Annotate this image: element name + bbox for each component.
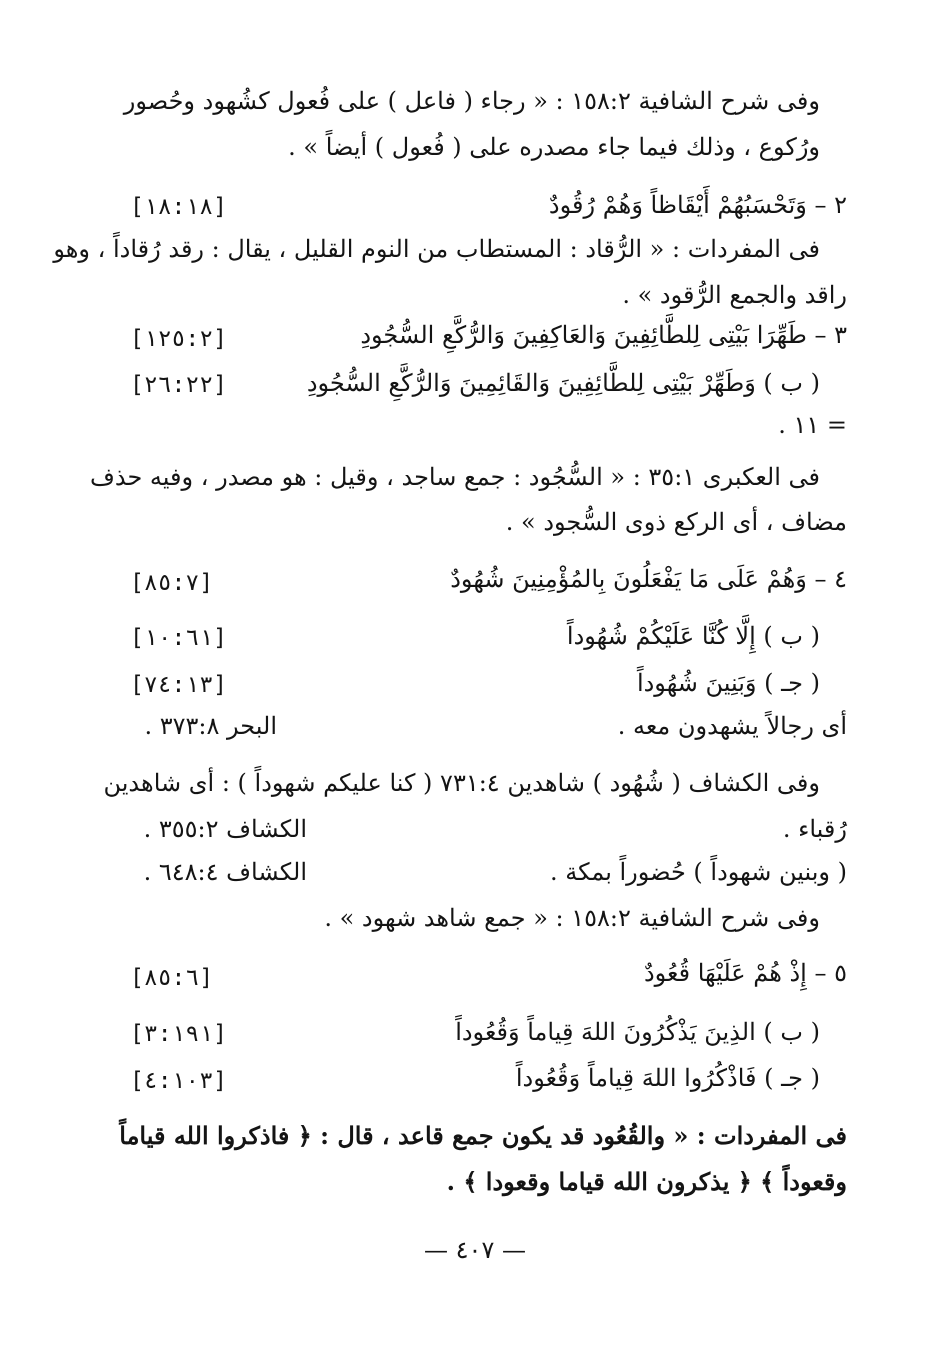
verse-reference: [٨٥:٧]	[130, 570, 214, 596]
commentary-line: وقعوداً ﴾ ﴿ يذكرون الله قياما وقعودا ﴾ .	[446, 1167, 847, 1196]
verse-line: ( جـ ) فَاذْكُرُوا اللهَ قِياماً وَقُعُوداً	[515, 1064, 820, 1092]
verse-line: ٢ – وَتَحْسَبُهُمْ أَيْقَاظاً وَهُمْ رُقُودٌ	[548, 191, 847, 219]
verse-reference: [١٢٥:٢]	[130, 326, 227, 352]
verse-reference: [٤:١٠٣]	[130, 1068, 227, 1094]
commentary-line: راقد والجمع الرُّقود » .	[622, 281, 847, 309]
commentary-line: وفى شرح الشافية ١٥٨:٢ : « جمع شاهد شهود » .	[324, 904, 820, 932]
commentary-line: رُقباء .	[782, 815, 847, 843]
source-citation: الكشاف ٣٥٥:٢ .	[143, 815, 307, 843]
commentary-line: فى المفردات : « الرُّقاد : المستطاب من النوم القليل ، يقال : رقد رُقاداً ، وهو	[53, 235, 820, 263]
commentary-line: أى رجالاً يشهدون معه .	[617, 712, 847, 740]
verse-line: ٥ – إِذْ هُمْ عَلَيْهَا قُعُودٌ	[643, 959, 847, 987]
verse-reference: [٨٥:٦]	[130, 965, 214, 991]
source-citation: البحر ٣٧٣:٨ .	[144, 712, 277, 740]
cross-reference: = ١١ .	[778, 411, 847, 439]
verse-reference: [٧٤:١٣]	[130, 672, 227, 698]
verse-reference: [٣:١٩١]	[130, 1021, 227, 1047]
verse-line: ٣ – طَهِّرَا بَيْتِى لِلطَّائِفِينَ وَالعَاكِفِينَ وَالرُّكَّعِ السُّجُودِ	[360, 321, 847, 349]
commentary-line: ( وبنين شهوداً ) حُضوراً بمكة .	[549, 858, 847, 886]
source-citation: الكشاف ٦٤٨:٤ .	[143, 858, 307, 886]
verse-reference: [١٠:٦١]	[130, 625, 227, 651]
verse-line: ( جـ ) وَبَنِينَ شُهُوداً	[636, 669, 820, 697]
commentary-line: فى العكبرى ٣٥:١ : « السُّجُود : جمع ساجد ، وقيل : هو مصدر ، وفيه حذف	[89, 463, 820, 491]
text-line: ورُكوع ، وذلك فيما جاء مصدره على ( فُعول ) أيضاً » .	[288, 133, 820, 161]
commentary-line: مضاف ، أى الركع ذوى السُّجود » .	[505, 508, 847, 536]
verse-line: ( ب ) إِلَّا كُنَّا عَلَيْكُمْ شُهُوداً	[566, 622, 820, 650]
verse-reference: [٢٦:٢٢]	[130, 372, 227, 398]
commentary-line: وفى الكشاف ( شُهُود ) شاهدين ٧٣١:٤ ( كنا عليكم شهوداً ) : أى شاهدين	[103, 769, 820, 797]
verse-reference: [١٨:١٨]	[130, 194, 227, 220]
commentary-line: فى المفردات : « والقُعُود قد يكون جمع قاعد ، قال : ﴿ فاذكروا الله قياماً	[119, 1121, 847, 1150]
text-line: وفى شرح الشافية ١٥٨:٢ : « رجاء ( فاعل ) على فُعول كشُهود وحُصور	[123, 87, 820, 115]
verse-line: ٤ – وَهُمْ عَلَى مَا يَفْعَلُونَ بِالمُؤْمِنِينَ شُهُودٌ	[450, 565, 847, 593]
verse-line: ( ب ) الذِينَ يَذْكُرُونَ اللهَ قِياماً وَقُعُوداً	[455, 1018, 820, 1046]
page-number: — ٤٠٧ —	[424, 1236, 526, 1264]
verse-line: ( ب ) وَطَهِّرْ بَيْتِى لِلطَّائِفِينَ وَالقَائِمِينَ وَالرُّكَّعِ السُّجُودِ	[306, 369, 820, 397]
